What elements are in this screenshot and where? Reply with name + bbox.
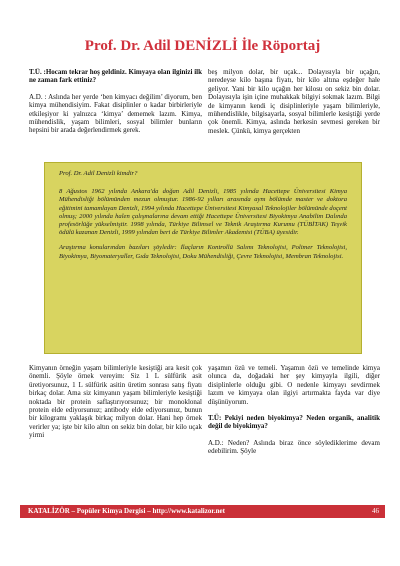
footer-text: KATALİZÖR – Popüler Kimya Dergisi – http://www.katalizor.net (28, 507, 225, 515)
answer-1: A.D. : Aslında her yerde ‘ben kimyacı değilim’ diyorum, ben kimya mühendisiyim. Fakat disiplinler o kadar birbirleriyle etkileşiyor ki yalnızca ‘kimya’ dememek lazım. Kimya, mühendislik, yaşam bilimleri, sosyal bilimler bunların hepsini bir arada değerlendirmek gerek. (29, 92, 202, 135)
research-text: Araştırma konularından bazıları şöyledir: İlaçların Kontrollü Salımı Teknolojisi, Polimer Teknolojisi, Biyokimya, Biyomateryaller, Gıda Teknolojisi, Doku Mühendisliği, Çevre Teknolojisi, Membran Teknolojisi. (59, 244, 347, 260)
footer-rule (20, 517, 385, 518)
answer-1-part-4: yaşamın özü ve temeli. Yaşamın özü ve temelinde kimya olunca da, doğadaki her şey kimyayla ilgili, diğer disiplinlerle olduğu gibi. O nedenle kimyayı sevdirmek lazım ve kimyaya olan ilgiyi artırmakta fayda var diye düşünüyorum. (208, 364, 380, 406)
answer-1-continued: beş milyon dolar, bir uçak... Dolayısıyla bir uçağın, neredeyse kilo başına fiyatı, bir kilo altına eşdeğer hale geliyor. Yani bir kilo uçağın her kilosu on sekiz bin dolar. Dolayısıyla işin içine muhakkak bilgiyi sokmak lazım. Bilgi de kimyanın kendi iç disiplinleriyle yaşam bilimleriyle, mühendislikle, bilgisayarla, sosyal bilimlerle kesiştiği yerde çok önemli. Kimya, aslında herkesin sevmesi gereken bir meslek. Çünkü, kimya gerçekten (208, 68, 380, 135)
answer-2: A.D.: Neden? Aslında biraz önce söylediklerime devam edebilirim. Şöyle (208, 438, 380, 456)
left-column-top (29, 68, 202, 168)
magazine-page (20, 0, 385, 566)
question-2: T.Ü: Pekiyi neden biyokimya? Neden organik, analitik değil de biyokimya? (208, 414, 380, 431)
footer-bar (20, 505, 385, 517)
left-column-bottom (29, 364, 202, 504)
right-column-bottom (208, 364, 380, 504)
bio-box (44, 162, 362, 354)
right-column-top (208, 68, 380, 168)
bio-box-title: Prof. Dr. Adil Denizli kimdir? (59, 170, 138, 177)
question-1: T.Ü. :Hocam tekrar hoş geldiniz. Kimyaya olan ilginizi ilk ne zaman fark ettiniz? (29, 68, 202, 85)
bio-text: 8 Ağustos 1962 yılında Ankara'da doğan Adil Denizli, 1985 yılında Hacettepe Üniversitesi Kimya Mühendisliği bölümünden mezun olmuştur. 1986-92 yılları arasında aynı bölümde master ve doktora eğitimini tamamlayan Denizli, 1994 yılında Hacettepe Üniversitesi Kimyasal Teknolojiler bölümünde doçent olmuş; 2000 yılında halen çalışmalarına devam ettiği Hacettepe Üniversitesi Biyokimya Anabilim Dalında profesörlüğe yükselmiştir. 1998 yılında, Türkiye Bilimsel ve Teknik Araştırma Kurumu (TÜBİTAK) Teşvik ödülü kazanan Denizli, 1999 yılından beri de Türkiye Bilimler Akademisi (TÜBA) üyesidir. (59, 188, 347, 237)
page-title: Prof. Dr. Adil DENİZLİ İle Röportaj (84, 38, 321, 54)
page-number: 46 (372, 507, 379, 515)
answer-1-part-3: Kimyanın örneğin yaşam bilimleriyle kesiştiği ara kesit çok önemli. Şöyle örnek vereyim: Siz 1 L sülfürik asit üretiyorsunuz, 1 L sülfürik asitin üretim sonrası satış fiyatı birkaç dolar. Ama siz kimyanın yaşam bilimleriyle kesiştiği noktada bir protein saflaştırıyorsunuz; bir monoklonal protein elde ediyorsunuz; antibody elde ediyorsunuz, bunun bir kilogramı yaklaşık birkaç milyon dolar. Hani hep örnek verirler ya; işte bir kilo altın on sekiz bin dolar, bir kilo uçak yirmi (29, 364, 202, 440)
